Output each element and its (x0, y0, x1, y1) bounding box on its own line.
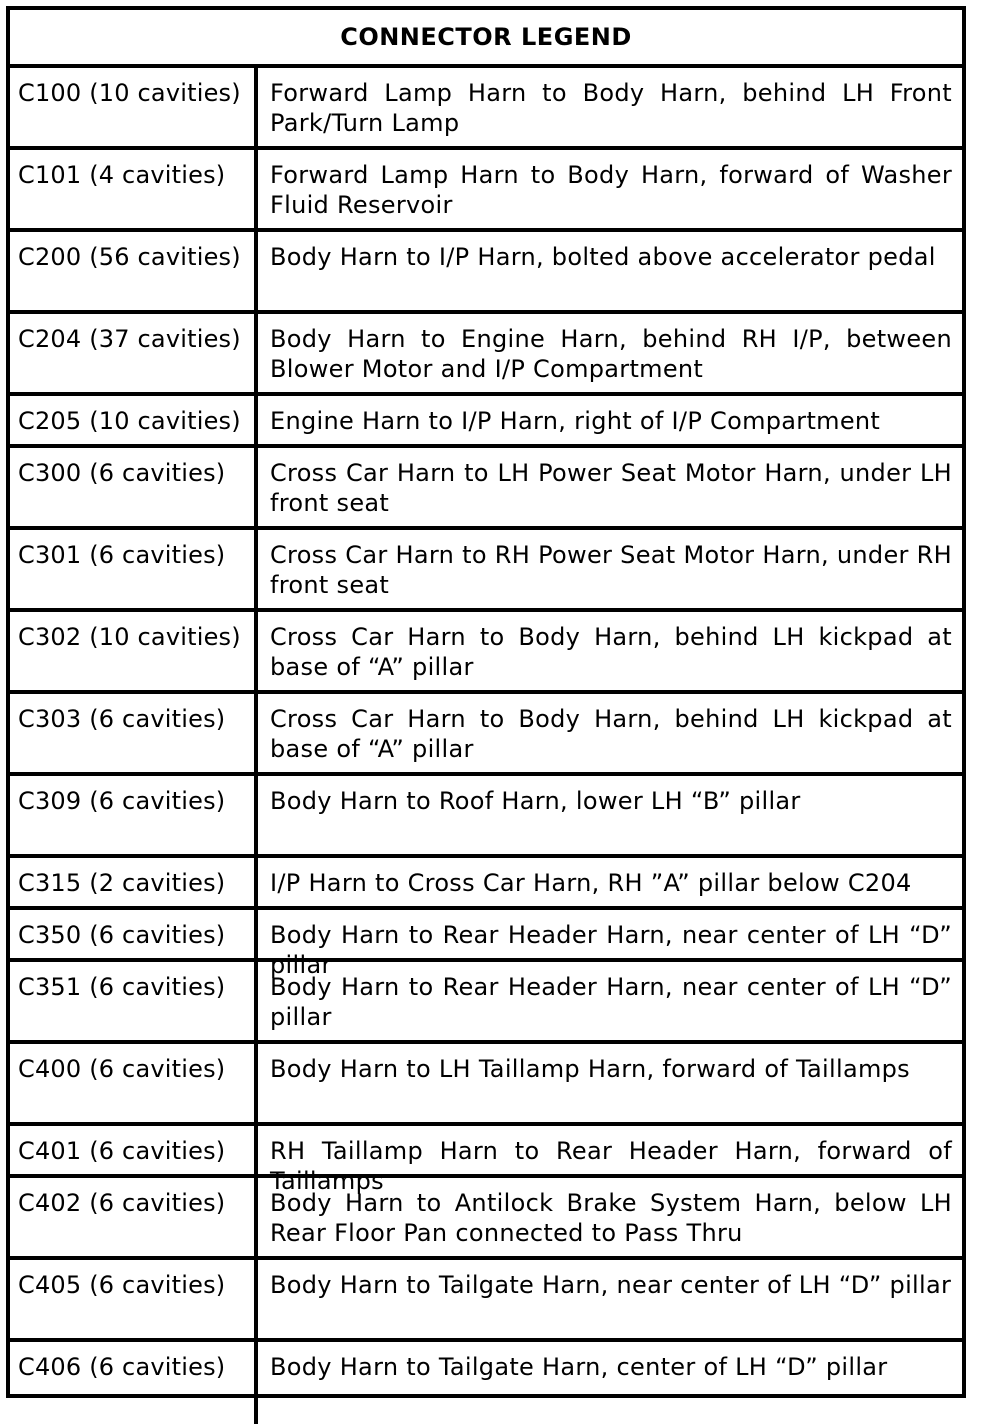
connector-description: Cross Car Harn to LH Power Seat Motor Harn, under LH front seat (258, 448, 962, 530)
connector-description: Body Harn to Roof Harn, lower LH “B” pillar (258, 776, 962, 858)
connector-id: C204 (37 cavities) (10, 314, 258, 396)
connector-description: RH Taillamp Harn to Rear Header Harn, forward of Taillamps (258, 1126, 962, 1178)
connector-id: C401 (6 cavities) (10, 1126, 258, 1178)
connector-id: C301 (6 cavities) (10, 530, 258, 612)
connector-description: Cross Car Harn to Body Harn, behind LH kickpad at base of “A” pillar (258, 612, 962, 694)
connector-description: Body Harn to LH Taillamp Harn, forward of Taillamps (258, 1044, 962, 1126)
connector-description: Body Harn to Rear Header Harn, near center of LH “D” pillar (258, 962, 962, 1044)
connector-description: Body Harn to Antilock Brake System Harn, below LH Rear Floor Pan connected to Pass Thru (258, 1178, 962, 1260)
connector-id: C300 (6 cavities) (10, 448, 258, 530)
connector-description: Cross Car Harn to RH Power Seat Motor Harn, under RH front seat (258, 530, 962, 612)
connector-id: C350 (6 cavities) (10, 910, 258, 962)
connector-id: C351 (6 cavities) (10, 962, 258, 1044)
connector-id: C405 (6 cavities) (10, 1260, 258, 1342)
connector-id: C400 (6 cavities) (10, 1044, 258, 1126)
connector-description: Forward Lamp Harn to Body Harn, forward of Washer Fluid Reservoir (258, 150, 962, 232)
connector-description: Engine Harn to I/P Harn, right of I/P Compartment (258, 396, 962, 448)
connector-id: C303 (6 cavities) (10, 694, 258, 776)
connector-id: C101 (4 cavities) (10, 150, 258, 232)
connector-description: Cross Car Harn to Body Harn, behind LH kickpad at base of “A” pillar (258, 694, 962, 776)
connector-id: C309 (6 cavities) (10, 776, 258, 858)
connector-id: C406 (6 cavities) (10, 1342, 258, 1424)
connector-id: C302 (10 cavities) (10, 612, 258, 694)
table-title: CONNECTOR LEGEND (10, 10, 962, 68)
connector-description: Body Harn to Tailgate Harn, center of LH “D” pillar (270, 1353, 888, 1381)
connector-description: Body Harn to Engine Harn, behind RH I/P, between Blower Motor and I/P Compartment (258, 314, 962, 396)
connector-description: I/P Harn to Cross Car Harn, RH ”A” pillar below C204 (258, 858, 962, 910)
connector-description: Forward Lamp Harn to Body Harn, behind LH Front Park/Turn Lamp (258, 68, 962, 150)
connector-legend-table (6, 6, 966, 1398)
connector-description: Body Harn to Tailgate Harn, near center of LH “D” pillar (258, 1260, 962, 1342)
connector-id: C402 (6 cavities) (10, 1178, 258, 1260)
connector-id: C315 (2 cavities) (10, 858, 258, 910)
connector-id: C200 (56 cavities) (10, 232, 258, 314)
connector-description: Body Harn to I/P Harn, bolted above accelerator pedal (258, 232, 962, 314)
connector-id: C100 (10 cavities) (10, 68, 258, 150)
connector-id: C205 (10 cavities) (10, 396, 258, 448)
connector-description: Body Harn to Rear Header Harn, near center of LH “D” pillar (258, 910, 962, 962)
